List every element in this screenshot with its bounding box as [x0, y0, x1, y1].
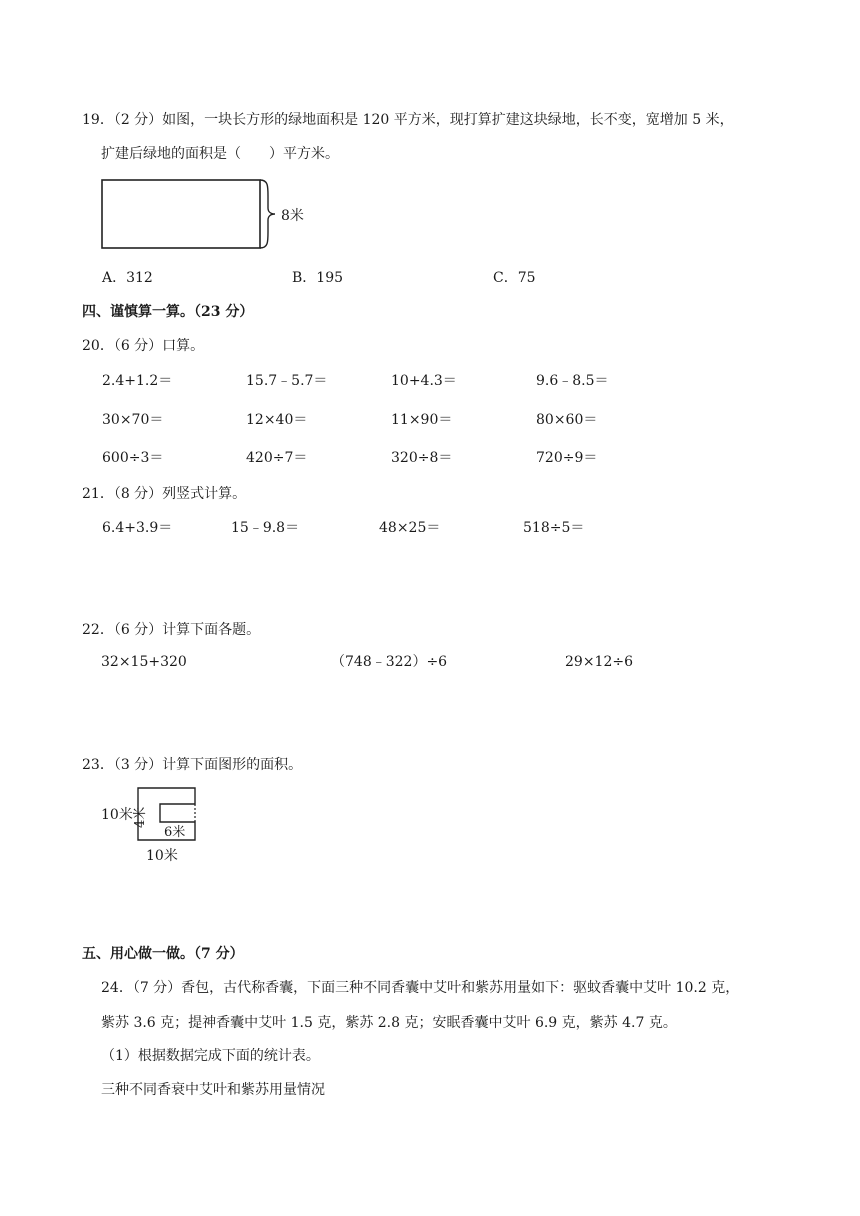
q20-item: 15.7﹣5.7＝	[246, 373, 328, 389]
q20-item: 12×40＝	[246, 412, 308, 428]
q19-rectangle-figure	[96, 176, 316, 256]
q20-item: 320÷8＝	[391, 450, 453, 466]
brace-icon	[260, 180, 275, 248]
q23-left-label: 10米	[101, 807, 133, 823]
q20-item: 11×90＝	[391, 412, 453, 428]
q19-option-b: B．195	[292, 270, 344, 286]
q24-subquestion-1: （1）根据数据完成下面的统计表。	[101, 1048, 320, 1064]
q20-item: 9.6﹣8.5＝	[536, 373, 609, 389]
section5-title: 五、用心做一做。（7 分）	[82, 946, 244, 962]
q20-title: 20．（6 分）口算。	[82, 338, 205, 354]
q22-item: 29×12÷6	[565, 654, 633, 670]
q20-item: 2.4+1.2＝	[102, 373, 173, 389]
q23-notch-height-label: 4米	[133, 806, 148, 828]
q22-title: 22．（6 分）计算下面各题。	[82, 622, 261, 638]
q19-width-label: 8米	[281, 208, 304, 224]
q20-item: 80×60＝	[536, 412, 598, 428]
q19-option-c: C．75	[493, 270, 536, 286]
q20-item: 420÷7＝	[246, 450, 308, 466]
q22-item: 32×15+320	[101, 654, 187, 670]
q24-table-title: 三种不同香衰中艾叶和紫苏用量情况	[101, 1082, 325, 1098]
q21-item: 518÷5＝	[523, 520, 585, 536]
q20-item: 600÷3＝	[102, 450, 164, 466]
q22-item: （748﹣322）÷6	[331, 654, 448, 670]
q21-item: 48×25＝	[379, 520, 441, 536]
q19-text-line2: 扩建后绿地的面积是（ ）平方米。	[101, 146, 339, 162]
section4-title: 四、谨慎算一算。（23 分）	[82, 304, 254, 320]
q23-notch-width-label: 6米	[164, 825, 186, 840]
q20-item: 720÷9＝	[536, 450, 598, 466]
q23-bottom-label: 10米	[146, 848, 178, 864]
q19-green-rectangle	[102, 180, 260, 248]
q20-item: 10+4.3＝	[391, 373, 457, 389]
q23-shape-figure	[100, 784, 210, 864]
q20-item: 30×70＝	[102, 412, 164, 428]
q21-item: 6.4+3.9＝	[102, 520, 173, 536]
q21-title: 21．（8 分）列竖式计算。	[82, 486, 247, 502]
q23-title: 23．（3 分）计算下面图形的面积。	[82, 757, 303, 773]
q24-text-line2: 紫苏 3.6 克；提神香囊中艾叶 1.5 克，紫苏 2.8 克；安眠香囊中艾叶 6.9 克，紫苏 4.7 克。	[101, 1015, 677, 1031]
q19-option-a: A．312	[102, 270, 153, 286]
q19-text-line1: 19．（2 分）如图，一块长方形的绿地面积是 120 平方米，现打算扩建这块绿地，长不变，宽增加 5 米，	[82, 112, 734, 128]
q21-item: 15﹣9.8＝	[231, 520, 300, 536]
q24-text-line1: 24．（7 分）香包，古代称香囊，下面三种不同香囊中艾叶和紫苏用量如下：驱蚊香囊中艾叶 10.2 克，	[101, 980, 740, 996]
